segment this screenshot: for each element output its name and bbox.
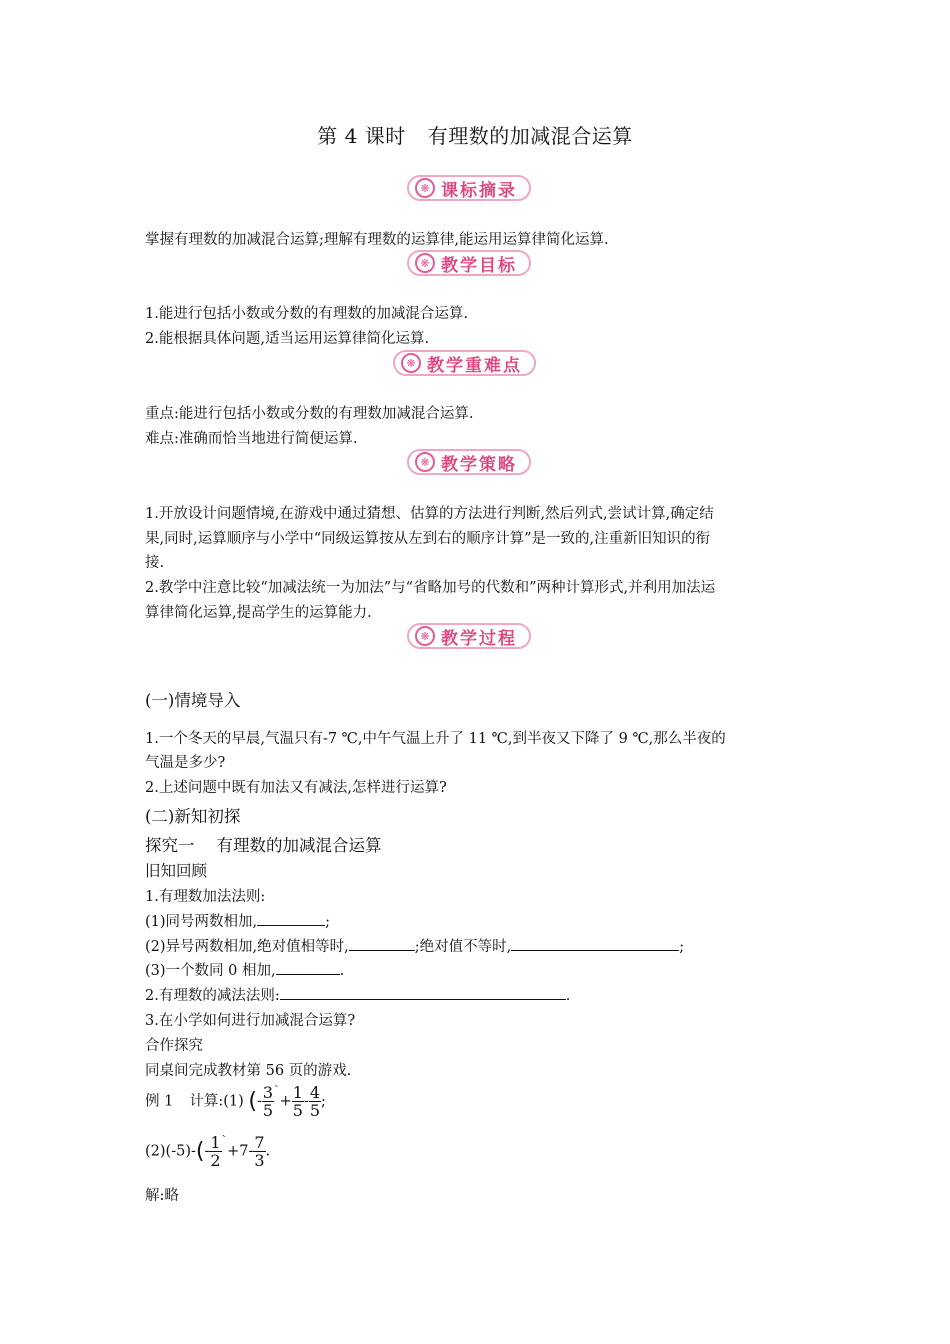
fraction: $\frac{7}{3}$ bbox=[254, 1133, 265, 1170]
goal-item: 2.能根据具体问题,适当运用运算律简化运算. bbox=[145, 331, 430, 347]
badge-label: 教学重难点 bbox=[427, 355, 522, 376]
fraction: $\frac{1}{5}$ bbox=[292, 1083, 303, 1120]
answer-blank[interactable] bbox=[511, 936, 679, 951]
rule-item: (1)同号两数相加, ; bbox=[145, 910, 330, 931]
answer-blank[interactable] bbox=[349, 936, 415, 951]
review-heading: 旧知回顾 bbox=[145, 862, 208, 880]
solution-text: 解:略 bbox=[145, 1188, 179, 1204]
badge-keypoints bbox=[393, 350, 536, 376]
badge-label: 教学过程 bbox=[441, 628, 517, 649]
standard-text: 掌握有理数的加减混合运算;理解有理数的运算律,能运用运算律简化运算. bbox=[145, 232, 609, 248]
book-icon: ❋ bbox=[415, 626, 435, 646]
strategy-line: 算律简化运算,提高学生的运算能力. bbox=[145, 605, 372, 621]
strategy-line: 接. bbox=[145, 555, 165, 571]
explore-heading bbox=[145, 832, 382, 856]
fraction: $\frac{1}{2}$ bbox=[210, 1133, 221, 1170]
key-point: 重点:能进行包括小数或分数的有理数加减混合运算. bbox=[145, 406, 474, 422]
answer-blank[interactable] bbox=[257, 911, 325, 926]
section-heading: (二)新知初探 bbox=[145, 807, 241, 826]
badge-standard bbox=[407, 175, 531, 201]
lesson-number: 第 4 课时 bbox=[317, 124, 406, 148]
badge-goals bbox=[407, 250, 531, 276]
strategy-line: 2.教学中注意比较“加减法统一为加法”与“省略加号的代数和”两种计算形式,并利用加法运 bbox=[145, 580, 716, 596]
book-icon: ❋ bbox=[401, 353, 421, 373]
rule-item: (2)异号两数相加,绝对值相等时, ;绝对值不等时, ; bbox=[145, 935, 684, 956]
book-icon: ❋ bbox=[415, 253, 435, 273]
badge-strategy bbox=[407, 449, 531, 475]
book-icon: ❋ bbox=[415, 452, 435, 472]
page-title bbox=[0, 120, 950, 149]
strategy-line: 1.开放设计问题情境,在游戏中通过猜想、估算的方法进行判断,然后列式,尝试计算,确定结 bbox=[145, 506, 714, 522]
coop-text: 同桌间完成教材第 56 页的游戏. bbox=[145, 1063, 352, 1079]
section-heading: (一)情境导入 bbox=[145, 691, 241, 710]
strategy-line: 果,同时,运算顺序与小学中“同级运算按从左到右的顺序计算”是一致的,注重新旧知识的衔 bbox=[145, 531, 711, 547]
rule-title: 1.有理数加法法则: bbox=[145, 889, 266, 905]
question-text: 2.上述问题中既有加法又有减法,怎样进行运算? bbox=[145, 780, 447, 796]
question-text: 1.一个冬天的早晨,气温只有-7 ℃,中午气温上升了 11 ℃,到半夜又下降了 9 ℃,那么半夜的 bbox=[145, 731, 726, 747]
book-icon: ❋ bbox=[415, 178, 435, 198]
example-1: 例 1 计算:(1) (- $\frac{3}{5}$ `+ $\frac{1}{5}$ - $\frac{4}{5}$ ; bbox=[145, 1083, 326, 1120]
example-label: 例 1 bbox=[145, 1093, 174, 1110]
badge-label: 课标摘录 bbox=[441, 180, 517, 201]
fraction: $\frac{3}{5}$ bbox=[262, 1083, 274, 1120]
goal-item: 1.能进行包括小数或分数的有理数的加减混合运算. bbox=[145, 306, 468, 322]
badge-process bbox=[407, 623, 531, 649]
coop-heading: 合作探究 bbox=[145, 1038, 203, 1054]
answer-blank[interactable] bbox=[280, 985, 566, 1000]
fraction: $\frac{4}{5}$ bbox=[309, 1083, 321, 1120]
badge-label: 教学目标 bbox=[441, 255, 517, 276]
rule-item: (3)一个数同 0 相加, . bbox=[145, 959, 344, 980]
question-text: 3.在小学如何进行加减混合运算? bbox=[145, 1013, 356, 1029]
example-2: (2)(-5)-(- $\frac{1}{2}$ `+7- $\frac{7}{3}$ . bbox=[145, 1133, 271, 1170]
question-text: 气温是多少? bbox=[145, 755, 226, 771]
difficult-point: 难点:准确而恰当地进行简便运算. bbox=[145, 431, 358, 447]
explore-topic: 有理数的加减混合运算 bbox=[216, 836, 382, 855]
rule-title: 2.有理数的减法法则: . bbox=[145, 984, 570, 1005]
badge-label: 教学策略 bbox=[441, 454, 517, 475]
explore-label: 探究一 bbox=[145, 836, 195, 855]
answer-blank[interactable] bbox=[276, 960, 340, 975]
lesson-topic: 有理数的加减混合运算 bbox=[427, 124, 633, 148]
